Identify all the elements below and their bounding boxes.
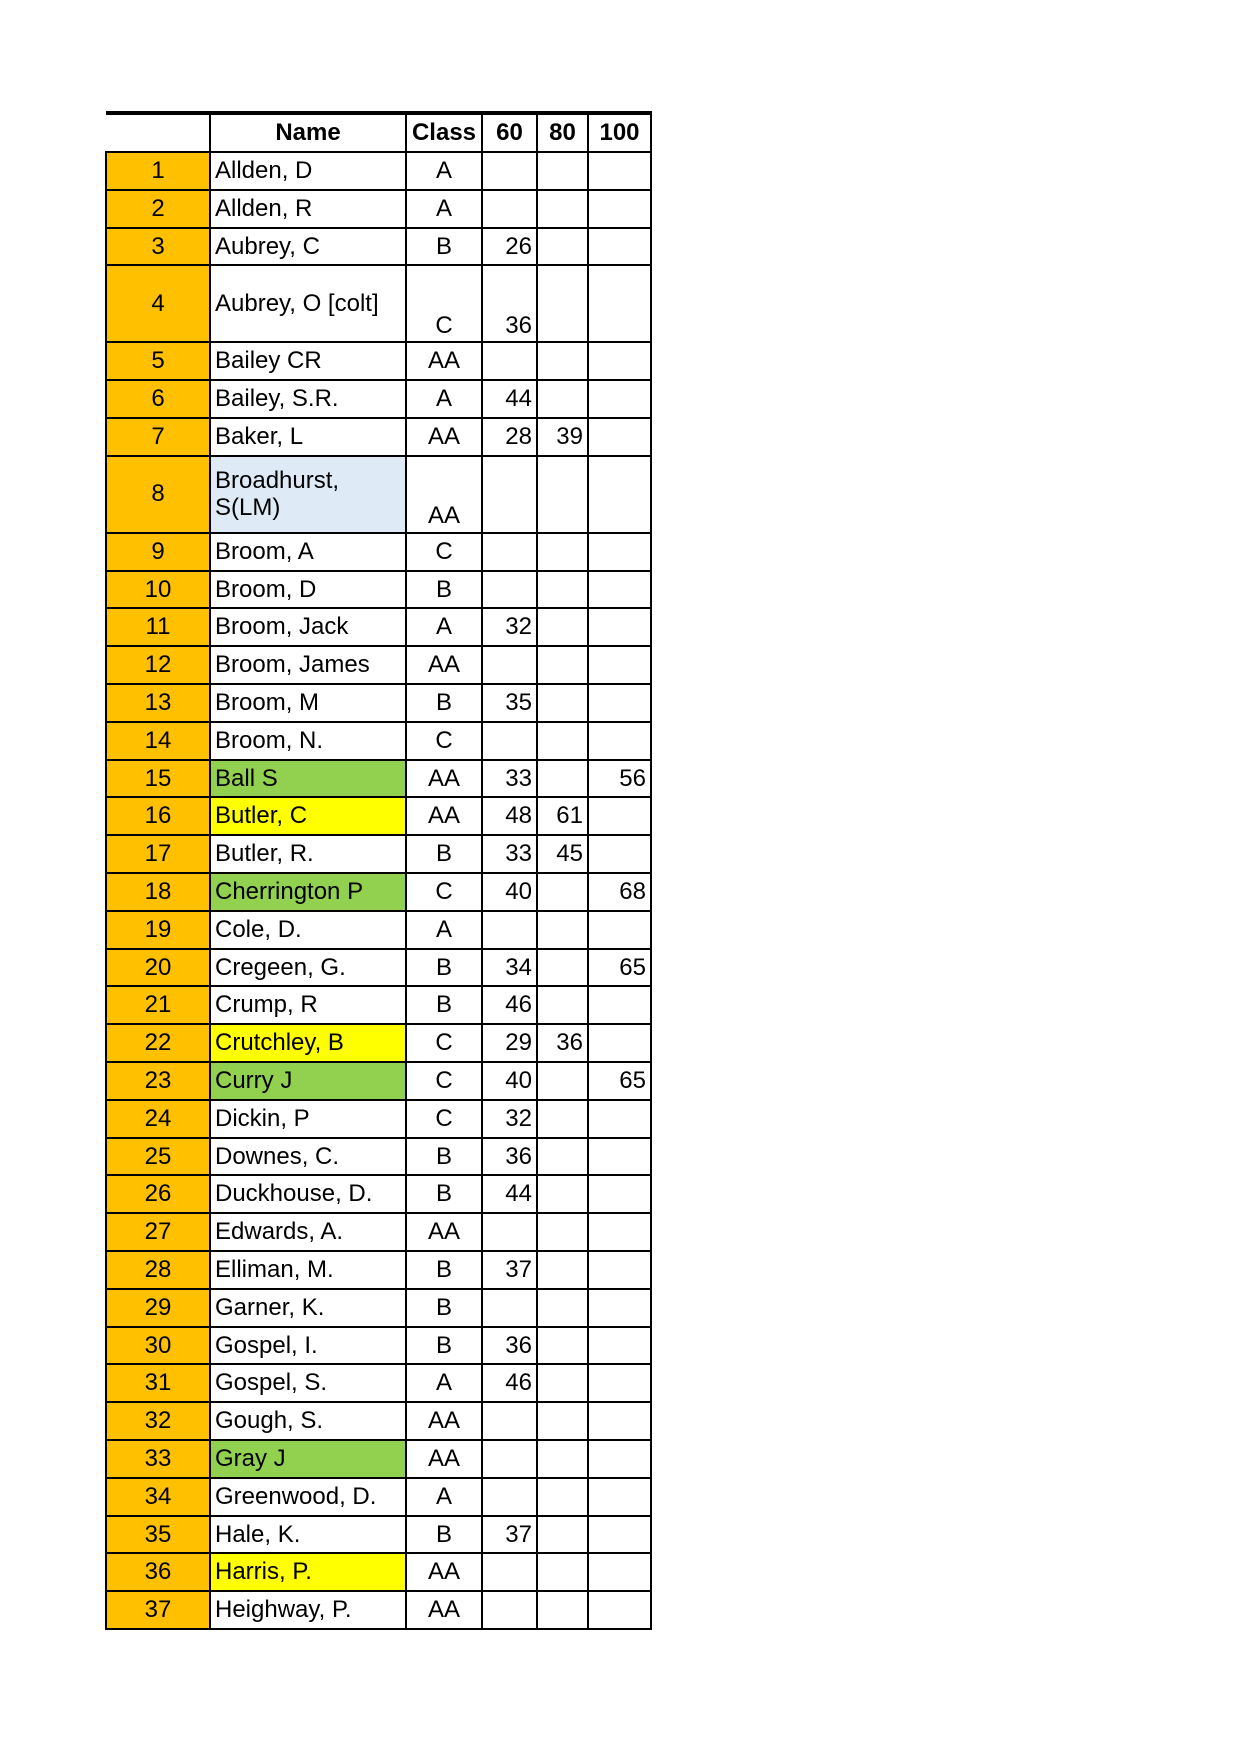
row-score-60-cell <box>482 1553 537 1591</box>
row-index-cell: 32 <box>106 1402 210 1440</box>
row-score-60-cell: 36 <box>482 1138 537 1176</box>
table-row <box>106 646 651 684</box>
row-class-cell: C <box>406 265 482 342</box>
row-index-cell: 9 <box>106 533 210 571</box>
row-class-cell: AA <box>406 760 482 798</box>
row-class-cell: A <box>406 608 482 646</box>
row-score-80-cell <box>537 684 588 722</box>
row-score-100-cell <box>588 1591 651 1629</box>
row-name-cell: Cole, D. <box>210 911 406 949</box>
row-score-100-cell <box>588 911 651 949</box>
table-row <box>106 1138 651 1176</box>
header-index <box>106 113 210 152</box>
table-row <box>106 265 651 342</box>
row-score-80-cell <box>537 873 588 911</box>
row-score-100-cell <box>588 722 651 760</box>
row-score-100-cell <box>588 1213 651 1251</box>
row-class-cell: AA <box>406 1213 482 1251</box>
row-score-80-cell <box>537 1062 588 1100</box>
row-score-60-cell <box>482 190 537 228</box>
row-score-80-cell: 61 <box>537 797 588 835</box>
row-class-cell: B <box>406 1175 482 1213</box>
row-name-cell: Curry J <box>210 1062 406 1100</box>
row-score-80-cell <box>537 1251 588 1289</box>
row-name-cell: Gospel, I. <box>210 1327 406 1365</box>
header-100: 100 <box>588 113 651 152</box>
row-score-60-cell: 34 <box>482 949 537 987</box>
table-row <box>106 684 651 722</box>
row-index-cell: 22 <box>106 1024 210 1062</box>
table-row <box>106 571 651 609</box>
table-row <box>106 986 651 1024</box>
row-class-cell: AA <box>406 1553 482 1591</box>
row-class-cell: C <box>406 722 482 760</box>
row-name-cell: Allden, R <box>210 190 406 228</box>
row-score-60-cell <box>482 533 537 571</box>
row-score-80-cell <box>537 380 588 418</box>
row-index-cell: 36 <box>106 1553 210 1591</box>
row-score-80-cell <box>537 152 588 190</box>
row-score-100-cell <box>588 1440 651 1478</box>
row-score-80-cell <box>537 1289 588 1327</box>
row-score-80-cell <box>537 456 588 533</box>
row-class-cell: C <box>406 1100 482 1138</box>
row-score-80-cell <box>537 1138 588 1176</box>
row-index-cell: 13 <box>106 684 210 722</box>
row-index-cell: 23 <box>106 1062 210 1100</box>
row-class-cell: C <box>406 1062 482 1100</box>
row-name-cell: Downes, C. <box>210 1138 406 1176</box>
row-class-cell: A <box>406 380 482 418</box>
row-score-80-cell <box>537 1440 588 1478</box>
table-row <box>106 1024 651 1062</box>
table-row <box>106 608 651 646</box>
row-score-60-cell <box>482 911 537 949</box>
row-score-60-cell <box>482 571 537 609</box>
row-score-100-cell <box>588 1478 651 1516</box>
row-score-100-cell <box>588 228 651 266</box>
row-score-100-cell: 65 <box>588 949 651 987</box>
row-index-cell: 25 <box>106 1138 210 1176</box>
row-name-cell: Broom, D <box>210 571 406 609</box>
table-row <box>106 1402 651 1440</box>
table-row <box>106 418 651 456</box>
row-score-80-cell <box>537 949 588 987</box>
row-class-cell: AA <box>406 1591 482 1629</box>
row-name-cell: Greenwood, D. <box>210 1478 406 1516</box>
row-score-100-cell <box>588 1327 651 1365</box>
row-name-cell: Gray J <box>210 1440 406 1478</box>
table-row <box>106 228 651 266</box>
row-name-cell: Allden, D <box>210 152 406 190</box>
row-index-cell: 3 <box>106 228 210 266</box>
table-row <box>106 873 651 911</box>
row-index-cell: 20 <box>106 949 210 987</box>
row-index-cell: 11 <box>106 608 210 646</box>
row-score-80-cell <box>537 1591 588 1629</box>
row-name-cell: Harris, P. <box>210 1553 406 1591</box>
row-score-80-cell <box>537 760 588 798</box>
table-row <box>106 152 651 190</box>
table-row <box>106 760 651 798</box>
row-name-cell: Broom, James <box>210 646 406 684</box>
row-index-cell: 2 <box>106 190 210 228</box>
row-score-100-cell <box>588 684 651 722</box>
row-name-cell: Butler, C <box>210 797 406 835</box>
row-index-cell: 18 <box>106 873 210 911</box>
row-score-60-cell: 37 <box>482 1516 537 1554</box>
row-class-cell: B <box>406 228 482 266</box>
row-score-100-cell <box>588 1364 651 1402</box>
row-name-cell: Cregeen, G. <box>210 949 406 987</box>
table-row <box>106 911 651 949</box>
row-score-80-cell <box>537 1478 588 1516</box>
row-class-cell: AA <box>406 1440 482 1478</box>
row-class-cell: A <box>406 1478 482 1516</box>
row-score-60-cell: 44 <box>482 1175 537 1213</box>
row-name-cell: Elliman, M. <box>210 1251 406 1289</box>
row-score-80-cell <box>537 911 588 949</box>
row-class-cell: B <box>406 1516 482 1554</box>
row-class-cell: B <box>406 1251 482 1289</box>
row-class-cell: B <box>406 986 482 1024</box>
row-class-cell: A <box>406 190 482 228</box>
row-score-80-cell <box>537 1100 588 1138</box>
row-name-cell: Baker, L <box>210 418 406 456</box>
header-80: 80 <box>537 113 588 152</box>
row-score-60-cell: 44 <box>482 380 537 418</box>
row-name-cell: Duckhouse, D. <box>210 1175 406 1213</box>
row-score-100-cell <box>588 835 651 873</box>
row-score-60-cell: 37 <box>482 1251 537 1289</box>
table-row <box>106 1364 651 1402</box>
table-row <box>106 949 651 987</box>
row-score-80-cell <box>537 986 588 1024</box>
row-index-cell: 19 <box>106 911 210 949</box>
row-index-cell: 28 <box>106 1251 210 1289</box>
row-class-cell: AA <box>406 418 482 456</box>
row-name-cell: Bailey, S.R. <box>210 380 406 418</box>
row-class-cell: C <box>406 1024 482 1062</box>
row-score-100-cell <box>588 152 651 190</box>
row-score-100-cell <box>588 797 651 835</box>
row-score-60-cell <box>482 342 537 380</box>
row-index-cell: 15 <box>106 760 210 798</box>
table-row <box>106 1478 651 1516</box>
row-score-60-cell: 32 <box>482 1100 537 1138</box>
row-name-cell: Crump, R <box>210 986 406 1024</box>
row-name-cell: Bailey CR <box>210 342 406 380</box>
row-score-60-cell: 48 <box>482 797 537 835</box>
table-row <box>106 1062 651 1100</box>
row-name-cell: Broom, A <box>210 533 406 571</box>
row-score-60-cell <box>482 646 537 684</box>
table-row <box>106 1175 651 1213</box>
row-index-cell: 14 <box>106 722 210 760</box>
row-class-cell: AA <box>406 456 482 533</box>
row-score-60-cell <box>482 152 537 190</box>
row-name-cell: Edwards, A. <box>210 1213 406 1251</box>
row-score-100-cell <box>588 1100 651 1138</box>
row-score-60-cell <box>482 1289 537 1327</box>
row-score-60-cell <box>482 1213 537 1251</box>
row-index-cell: 16 <box>106 797 210 835</box>
row-class-cell: AA <box>406 646 482 684</box>
row-score-60-cell: 26 <box>482 228 537 266</box>
row-index-cell: 24 <box>106 1100 210 1138</box>
row-name-cell: Broom, Jack <box>210 608 406 646</box>
row-score-80-cell <box>537 1175 588 1213</box>
header-row <box>106 113 651 152</box>
row-class-cell: B <box>406 1289 482 1327</box>
row-name-cell: Garner, K. <box>210 1289 406 1327</box>
row-score-80-cell: 39 <box>537 418 588 456</box>
row-index-cell: 21 <box>106 986 210 1024</box>
row-index-cell: 37 <box>106 1591 210 1629</box>
row-score-100-cell <box>588 986 651 1024</box>
row-score-60-cell: 28 <box>482 418 537 456</box>
row-class-cell: B <box>406 684 482 722</box>
table-row <box>106 1440 651 1478</box>
row-score-80-cell <box>537 533 588 571</box>
row-index-cell: 30 <box>106 1327 210 1365</box>
row-class-cell: AA <box>406 1402 482 1440</box>
row-score-100-cell <box>588 533 651 571</box>
row-score-80-cell <box>537 1516 588 1554</box>
row-score-100-cell <box>588 265 651 342</box>
row-score-100-cell <box>588 608 651 646</box>
row-score-60-cell <box>482 456 537 533</box>
row-score-60-cell: 32 <box>482 608 537 646</box>
header-class: Class <box>406 113 482 152</box>
row-score-80-cell <box>537 1402 588 1440</box>
row-score-100-cell <box>588 646 651 684</box>
table-row <box>106 456 651 533</box>
row-index-cell: 27 <box>106 1213 210 1251</box>
row-name-cell: Aubrey, O [colt] <box>210 265 406 342</box>
row-class-cell: C <box>406 873 482 911</box>
row-score-80-cell <box>537 646 588 684</box>
row-score-100-cell <box>588 380 651 418</box>
row-score-60-cell: 36 <box>482 1327 537 1365</box>
row-score-60-cell: 46 <box>482 986 537 1024</box>
row-score-80-cell <box>537 190 588 228</box>
row-score-80-cell: 36 <box>537 1024 588 1062</box>
row-class-cell: B <box>406 835 482 873</box>
row-index-cell: 8 <box>106 456 210 533</box>
header-name: Name <box>210 113 406 152</box>
row-index-cell: 29 <box>106 1289 210 1327</box>
row-score-100-cell <box>588 1402 651 1440</box>
table-row <box>106 1553 651 1591</box>
row-score-80-cell <box>537 1327 588 1365</box>
row-score-60-cell <box>482 1591 537 1629</box>
row-score-60-cell: 40 <box>482 1062 537 1100</box>
row-name-cell: Gospel, S. <box>210 1364 406 1402</box>
row-class-cell: A <box>406 1364 482 1402</box>
row-index-cell: 35 <box>106 1516 210 1554</box>
row-name-cell: Gough, S. <box>210 1402 406 1440</box>
row-name-cell: Hale, K. <box>210 1516 406 1554</box>
row-score-100-cell: 65 <box>588 1062 651 1100</box>
row-name-cell: Cherrington P <box>210 873 406 911</box>
row-score-60-cell: 33 <box>482 760 537 798</box>
row-score-60-cell <box>482 722 537 760</box>
row-score-60-cell <box>482 1402 537 1440</box>
header-60: 60 <box>482 113 537 152</box>
row-name-cell: Broom, M <box>210 684 406 722</box>
row-class-cell: C <box>406 533 482 571</box>
row-score-60-cell: 33 <box>482 835 537 873</box>
row-index-cell: 4 <box>106 265 210 342</box>
row-score-100-cell <box>588 1024 651 1062</box>
row-score-100-cell <box>588 1138 651 1176</box>
row-index-cell: 12 <box>106 646 210 684</box>
row-index-cell: 17 <box>106 835 210 873</box>
row-class-cell: B <box>406 1327 482 1365</box>
row-score-60-cell: 29 <box>482 1024 537 1062</box>
row-score-100-cell <box>588 1175 651 1213</box>
row-name-cell: Aubrey, C <box>210 228 406 266</box>
table-row <box>106 342 651 380</box>
row-name-cell: Dickin, P <box>210 1100 406 1138</box>
row-name-cell: Crutchley, B <box>210 1024 406 1062</box>
table-row <box>106 1591 651 1629</box>
row-score-100-cell <box>588 1516 651 1554</box>
table-row <box>106 722 651 760</box>
row-name-cell: Broom, N. <box>210 722 406 760</box>
row-name-cell: Heighway, P. <box>210 1591 406 1629</box>
score-table <box>105 111 652 1630</box>
row-index-cell: 10 <box>106 571 210 609</box>
row-score-100-cell: 56 <box>588 760 651 798</box>
table-row <box>106 380 651 418</box>
row-score-60-cell: 36 <box>482 265 537 342</box>
row-score-80-cell <box>537 342 588 380</box>
row-score-100-cell <box>588 1251 651 1289</box>
row-score-100-cell <box>588 418 651 456</box>
row-index-cell: 7 <box>106 418 210 456</box>
row-name-cell: Broadhurst, S(LM) <box>210 456 406 533</box>
row-score-80-cell <box>537 571 588 609</box>
row-score-80-cell <box>537 228 588 266</box>
row-score-60-cell <box>482 1478 537 1516</box>
row-index-cell: 5 <box>106 342 210 380</box>
row-class-cell: AA <box>406 342 482 380</box>
table-row <box>106 1516 651 1554</box>
row-score-80-cell <box>537 722 588 760</box>
row-score-80-cell <box>537 1364 588 1402</box>
row-score-60-cell <box>482 1440 537 1478</box>
row-class-cell: B <box>406 571 482 609</box>
table-row <box>106 1251 651 1289</box>
row-score-100-cell <box>588 571 651 609</box>
row-score-60-cell: 35 <box>482 684 537 722</box>
row-score-80-cell <box>537 1553 588 1591</box>
table-row <box>106 533 651 571</box>
row-class-cell: B <box>406 1138 482 1176</box>
row-score-80-cell: 45 <box>537 835 588 873</box>
row-index-cell: 1 <box>106 152 210 190</box>
row-index-cell: 33 <box>106 1440 210 1478</box>
table-row <box>106 1100 651 1138</box>
row-score-100-cell <box>588 456 651 533</box>
row-index-cell: 6 <box>106 380 210 418</box>
row-score-60-cell: 46 <box>482 1364 537 1402</box>
table-row <box>106 1213 651 1251</box>
row-name-cell: Butler, R. <box>210 835 406 873</box>
row-class-cell: A <box>406 152 482 190</box>
row-index-cell: 34 <box>106 1478 210 1516</box>
table-row <box>106 190 651 228</box>
row-index-cell: 31 <box>106 1364 210 1402</box>
row-class-cell: A <box>406 911 482 949</box>
table-row <box>106 797 651 835</box>
row-name-cell: Ball S <box>210 760 406 798</box>
row-score-100-cell: 68 <box>588 873 651 911</box>
row-class-cell: AA <box>406 797 482 835</box>
row-score-80-cell <box>537 1213 588 1251</box>
row-score-80-cell <box>537 608 588 646</box>
table-row <box>106 835 651 873</box>
table-row <box>106 1327 651 1365</box>
table-body <box>106 152 651 1629</box>
row-score-80-cell <box>537 265 588 342</box>
row-score-100-cell <box>588 190 651 228</box>
row-class-cell: B <box>406 949 482 987</box>
row-score-60-cell: 40 <box>482 873 537 911</box>
row-score-100-cell <box>588 1289 651 1327</box>
table-row <box>106 1289 651 1327</box>
row-index-cell: 26 <box>106 1175 210 1213</box>
row-score-100-cell <box>588 342 651 380</box>
row-score-100-cell <box>588 1553 651 1591</box>
